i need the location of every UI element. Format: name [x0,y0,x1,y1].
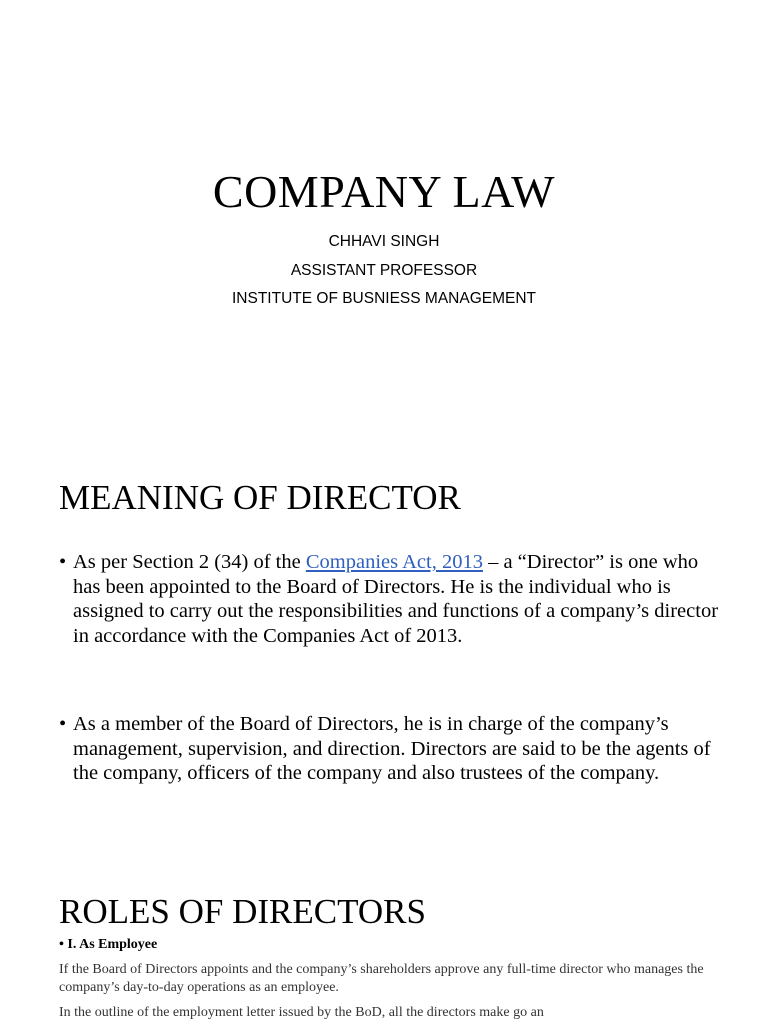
author-position: ASSISTANT PROFESSOR [290,261,478,279]
bullet-marker: • [59,713,67,735]
title-slide [0,0,768,416]
bullet-marker: • [59,551,67,573]
bullet-role [59,712,719,786]
bullet-definition [59,550,719,648]
bullet-text-after: – a “Director” is one who has been appointed to the Board of Directors. He is the individual who is assigned to carry out the responsibilities and functions of a company’s director in accordance with the Companies Act of 2013. [73,551,719,647]
role-paragraph: In the outline of the employment letter issued by the BoD, all the directors make go an [59,1005,544,1020]
role-subheading: • I. As Employee [59,937,158,952]
presentation-title: COMPANY LAW [212,166,556,217]
bullet-text: As a member of the Board of Directors, he is in charge of the company’s management, supervision, and direction. Directors are said to be the agents of the company, officers of the company and also trustees of the company. [73,713,711,784]
bullet-text-before: As per Section 2 (34) of the [73,551,306,573]
slide-heading: MEANING OF DIRECTOR [59,478,461,517]
roles-of-directors-slide [0,834,768,1024]
meaning-of-director-slide [0,416,768,834]
author-name: CHHAVI SINGH [328,233,440,250]
slide-heading: ROLES OF DIRECTORS [59,892,426,931]
bullet-text [73,550,719,648]
role-paragraph: If the Board of Directors appoints and the company’s shareholders approve any full-time director who manages the company’s day-to-day operations as an employee. [59,962,704,995]
author-institute: INSTITUTE OF BUSNIESS MANAGEMENT [232,290,536,307]
author-info [0,228,768,314]
companies-act-link[interactable]: Companies Act, 2013 [305,551,483,573]
